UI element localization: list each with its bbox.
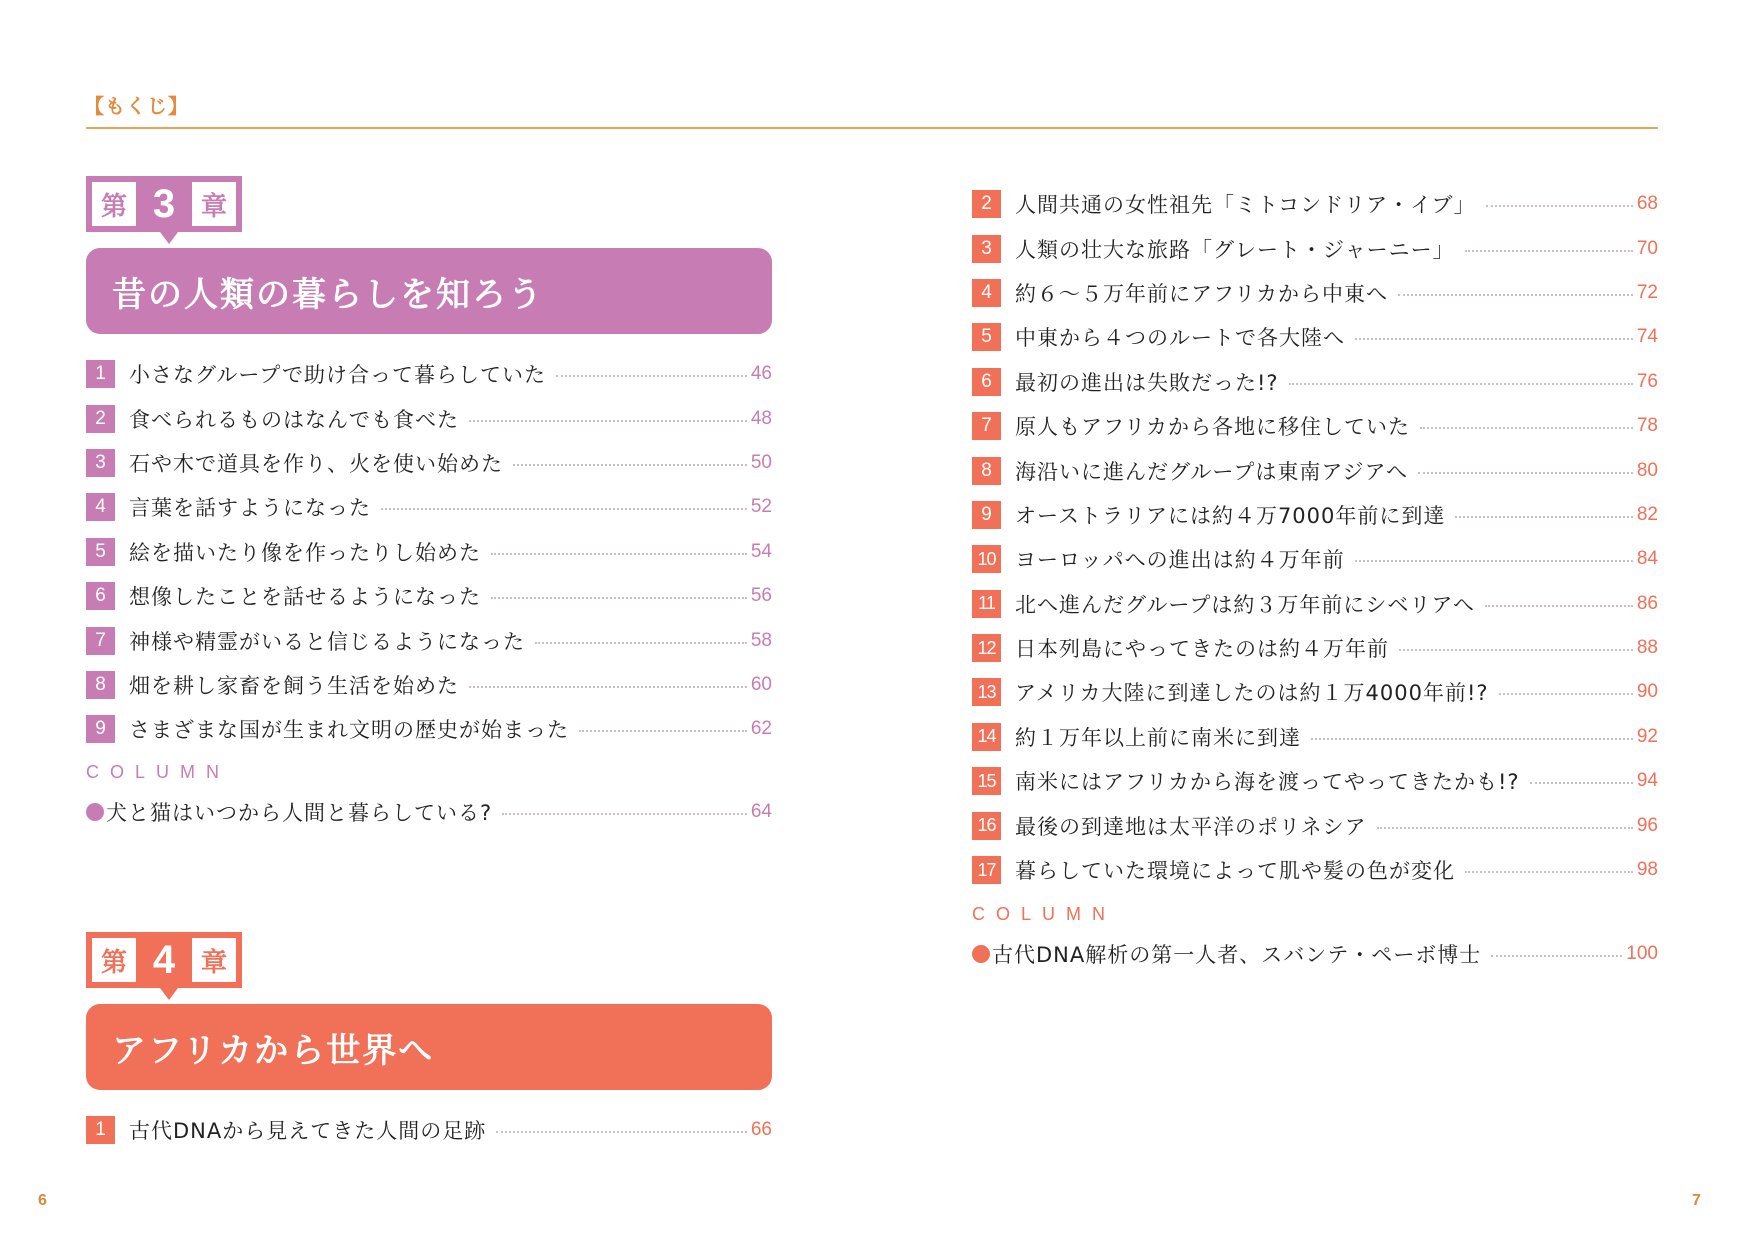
column-label: COLUMN [86,761,231,782]
column-entry[interactable] [972,932,1658,976]
entry-title: 絵を描いたり像を作ったりし始めた [129,540,481,565]
badge-suffix: 章 [192,182,236,226]
entry-title: 食べられるものはなんでも食べた [129,407,459,432]
entry-title: 約６〜５万年前にアフリカから中東へ [1015,281,1388,306]
toc-entry[interactable] [972,715,1658,759]
chapter-4-title: アフリカから世界へ [86,1004,772,1090]
entry-number: 17 [972,856,1001,884]
bullet-icon [972,945,990,963]
dot-leader [1399,649,1633,651]
dot-leader [496,1131,747,1133]
toc-entry[interactable] [86,530,772,574]
dot-leader [1355,560,1633,562]
entry-page: 60 [750,673,772,695]
entry-page: 72 [1636,281,1658,303]
dot-leader [491,553,747,555]
chapter-4-continued [972,182,1658,976]
entry-page: 56 [750,585,772,607]
column-page: 64 [750,800,772,822]
toc-entry[interactable] [972,626,1658,670]
right-page-number: 7 [1692,1192,1701,1209]
entry-title: 古代DNAから見えてきた人間の足跡 [129,1119,487,1144]
entry-number: 1 [86,360,115,388]
column-entry[interactable] [86,790,772,834]
badge-prefix: 第 [92,938,136,982]
entry-page: 52 [750,496,772,518]
entry-title: ヨーロッパへの進出は約４万年前 [1015,548,1345,573]
dot-leader [1491,955,1622,957]
entry-page: 54 [750,540,772,562]
toc-entry[interactable] [86,441,772,485]
dot-leader [381,508,747,510]
dot-leader [579,730,747,732]
entry-page: 48 [750,407,772,429]
entry-page: 70 [1636,237,1658,259]
bullet-icon [86,803,104,821]
toc-entry[interactable] [972,848,1658,892]
entry-title: オーストラリアには約４万7000年前に到達 [1015,503,1446,528]
dot-leader [1311,738,1633,740]
entry-page: 90 [1636,681,1658,703]
entry-number: 10 [972,545,1001,573]
entry-title: 神様や精霊がいると信じるようになった [129,629,525,654]
dot-leader [1485,605,1633,607]
dot-leader [469,420,747,422]
badge-suffix: 章 [192,938,236,982]
entry-number: 3 [972,235,1001,263]
toc-entry[interactable] [972,404,1658,448]
column-title: 犬と猫はいつから人間と暮らしている? [106,800,493,825]
entry-page: 68 [1636,193,1658,215]
toc-entry[interactable] [972,759,1658,803]
dot-leader [1398,294,1633,296]
entry-number: 7 [86,627,115,655]
badge-prefix: 第 [92,182,136,226]
toc-entry[interactable] [972,537,1658,581]
entry-number: 5 [86,538,115,566]
dot-leader [1289,383,1633,385]
entry-number: 8 [86,671,115,699]
entry-number: 4 [86,493,115,521]
dot-leader [1377,827,1633,829]
chapter-4-list-start [86,1108,772,1152]
entry-number: 11 [972,590,1001,618]
entry-number: 1 [86,1116,115,1144]
entry-number: 14 [972,723,1001,751]
toc-entry[interactable] [972,803,1658,847]
entry-title: 南米にはアフリカから海を渡ってやってきたかも!? [1015,770,1520,795]
toc-entry[interactable] [972,315,1658,359]
chapter-3-badge [86,176,242,232]
entry-page: 78 [1636,415,1658,437]
entry-page: 84 [1636,548,1658,570]
entry-number: 3 [86,449,115,477]
dot-leader [1530,782,1633,784]
dot-leader [1455,516,1632,518]
entry-title: 石や木で道具を作り、火を使い始めた [129,451,503,476]
entry-number: 2 [972,190,1001,218]
entry-title: アメリカ大陸に到達したのは約１万4000年前!? [1015,681,1489,706]
entry-page: 76 [1636,370,1658,392]
entry-number: 9 [972,501,1001,529]
entry-title: 中東から４つのルートで各大陸へ [1015,326,1345,351]
entry-title: 人類の壮大な旅路「グレート・ジャーニー」 [1015,237,1455,262]
dot-leader [556,375,747,377]
entry-page: 46 [750,363,772,385]
chapter-4-badge [86,932,242,988]
entry-page: 58 [750,629,772,651]
entry-title: 日本列島にやってきたのは約４万年前 [1015,637,1389,662]
entry-page: 98 [1636,859,1658,881]
entry-title: 言葉を話すようになった [129,496,371,521]
entry-page: 94 [1636,770,1658,792]
toc-entry[interactable] [972,360,1658,404]
entry-number: 15 [972,767,1001,795]
entry-number: 13 [972,678,1001,706]
entry-number: 2 [86,405,115,433]
entry-title: 小さなグループで助け合って暮らしていた [129,363,546,388]
entry-title: 最後の到達地は太平洋のポリネシア [1015,814,1367,839]
entry-title: 海沿いに進んだグループは東南アジアへ [1015,459,1409,484]
entry-title: 想像したことを話せるようになった [129,585,481,610]
left-page-number: 6 [38,1192,47,1209]
entry-number: 9 [86,715,115,743]
toc-entry[interactable] [86,574,772,618]
entry-title: 原人もアフリカから各地に移住していた [1015,415,1410,440]
toc-entry[interactable] [86,618,772,662]
entry-title: 最初の進出は失敗だった!? [1015,370,1279,395]
entry-number: 16 [972,812,1001,840]
entry-page: 62 [750,718,772,740]
entry-number: 8 [972,457,1001,485]
toc-entry[interactable] [972,226,1658,270]
dot-leader [1465,871,1633,873]
entry-page: 86 [1636,592,1658,614]
header-divider [86,127,1658,129]
dot-leader [1465,250,1633,252]
entry-page: 66 [750,1119,772,1141]
entry-number: 6 [972,368,1001,396]
entry-title: 人間共通の女性祖先「ミトコンドリア・イブ」 [1015,193,1476,218]
dot-leader [491,597,747,599]
dot-leader [513,464,747,466]
toc-entry[interactable] [86,707,772,751]
entry-page: 96 [1636,814,1658,836]
chapter-3-section [86,176,772,834]
dot-leader [469,686,747,688]
chapter-number: 4 [152,938,176,982]
dot-leader [1418,472,1633,474]
chapter-number: 3 [152,182,176,226]
column-page: 100 [1626,943,1658,965]
entry-title: さまざまな国が生まれ文明の歴史が始まった [129,718,569,743]
entry-number: 5 [972,323,1001,351]
toc-header-label: 【もくじ】 [84,94,189,118]
column-title: 古代DNA解析の第一人者、スバンテ・ペーボ博士 [992,943,1482,968]
toc-entry[interactable] [972,670,1658,714]
toc-entry[interactable] [86,352,772,396]
toc-entry[interactable] [86,485,772,529]
dot-leader [1420,427,1633,429]
dot-leader [535,642,747,644]
entry-title: 約１万年以上前に南米に到達 [1015,725,1301,750]
toc-entry[interactable] [972,182,1658,226]
entry-title: 畑を耕し家畜を飼う生活を始めた [129,673,459,698]
entry-number: 12 [972,634,1001,662]
dot-leader [1355,338,1633,340]
entry-title: 暮らしていた環境によって肌や髪の色が変化 [1015,859,1455,884]
entry-page: 50 [750,451,772,473]
entry-page: 82 [1636,503,1658,525]
chapter-4-section [86,932,772,1152]
toc-entry[interactable] [972,582,1658,626]
dot-leader [1486,205,1633,207]
toc-entry[interactable] [972,271,1658,315]
entry-title: 北へ進んだグループは約３万年前にシベリアへ [1015,592,1475,617]
entry-page: 74 [1636,326,1658,348]
entry-number: 7 [972,412,1001,440]
column-label: COLUMN [972,904,1117,925]
entry-page: 92 [1636,725,1658,747]
toc-entry[interactable] [86,1108,772,1152]
toc-entry[interactable] [972,493,1658,537]
dot-leader [1499,693,1633,695]
entry-number: 6 [86,582,115,610]
entry-number: 4 [972,279,1001,307]
chapter-4-list [972,182,1658,892]
dot-leader [502,813,747,815]
entry-page: 80 [1636,459,1658,481]
toc-entry[interactable] [86,663,772,707]
chapter-3-list [86,352,772,752]
toc-entry[interactable] [86,396,772,440]
chapter-3-title: 昔の人類の暮らしを知ろう [86,248,772,334]
entry-page: 88 [1636,637,1658,659]
toc-entry[interactable] [972,448,1658,492]
